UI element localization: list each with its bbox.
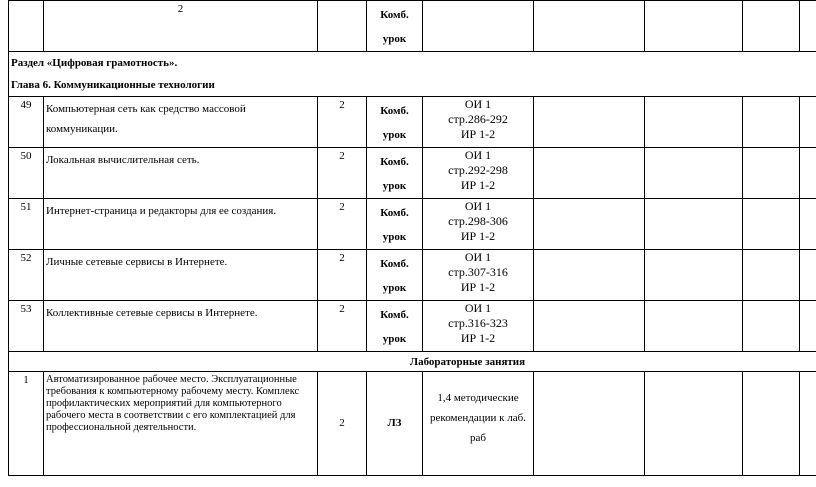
- lab-hours: 2: [318, 372, 367, 476]
- lesson-hours: 2: [318, 148, 367, 199]
- lesson-topic: Локальная вычислительная сеть.: [44, 148, 318, 199]
- lesson-type: Комб. урок: [367, 301, 423, 352]
- lab-header-row: [9, 352, 816, 372]
- lab-type: ЛЗ: [367, 372, 423, 476]
- lesson-number: 49: [9, 97, 44, 148]
- lesson-reference: ОИ 1 стр.292-298 ИР 1-2: [423, 148, 534, 199]
- lab-reference: 1,4 методические рекомендации к лаб. раб: [423, 372, 534, 476]
- lesson-type: Комб. урок: [367, 97, 423, 148]
- chapter-title: Глава 6. Коммуникационные технологии: [11, 79, 215, 91]
- lab-header: Лабораторные занятия: [9, 352, 816, 372]
- lesson-type: Комб. урок: [367, 199, 423, 250]
- lesson-reference: ОИ 1 стр.286-292 ИР 1-2: [423, 97, 534, 148]
- lesson-topic: Личные сетевые сервисы в Интернете.: [44, 250, 318, 301]
- table-row: [9, 301, 816, 352]
- table-row: [9, 250, 816, 301]
- lab-topic: Автоматизированное рабочее место. Эксплуатационные требования к компьютерному рабочему месту. Комплекс профилактических мероприятий для компьютерного рабочего места в соответствии с его комплектацией для профессиональной деятельности.: [44, 372, 318, 476]
- section-row: [9, 52, 816, 97]
- section-title: Раздел «Цифровая грамотность».: [11, 57, 178, 69]
- table-row-top: [9, 1, 816, 52]
- lesson-hours: 2: [318, 250, 367, 301]
- lesson-type: Комб. урок: [367, 250, 423, 301]
- lesson-topic: Компьютерная сеть как средство массовой коммуникации.: [44, 97, 318, 148]
- curriculum-table: [8, 0, 816, 476]
- lesson-reference: ОИ 1 стр.298-306 ИР 1-2: [423, 199, 534, 250]
- lesson-number: 53: [9, 301, 44, 352]
- lesson-reference: ОИ 1 стр.316-323 ИР 1-2: [423, 301, 534, 352]
- lesson-type: Комб. урок: [367, 148, 423, 199]
- lesson-number: 51: [9, 199, 44, 250]
- lesson-hours: 2: [318, 199, 367, 250]
- table-row-lab: [9, 372, 816, 476]
- lesson-hours: 2: [318, 97, 367, 148]
- lesson-reference: ОИ 1 стр.307-316 ИР 1-2: [423, 250, 534, 301]
- lesson-number: 52: [9, 250, 44, 301]
- lesson-number: 50: [9, 148, 44, 199]
- table-row: [9, 148, 816, 199]
- lesson-topic: Интернет-страница и редакторы для ее создания.: [44, 199, 318, 250]
- table-row: [9, 97, 816, 148]
- top-row-type: Комб. урок: [367, 1, 423, 52]
- top-row-number: 2: [44, 1, 318, 52]
- table-row: [9, 199, 816, 250]
- lesson-hours: 2: [318, 301, 367, 352]
- lab-number: 1: [9, 372, 44, 476]
- lesson-topic: Коллективные сетевые сервисы в Интернете.: [44, 301, 318, 352]
